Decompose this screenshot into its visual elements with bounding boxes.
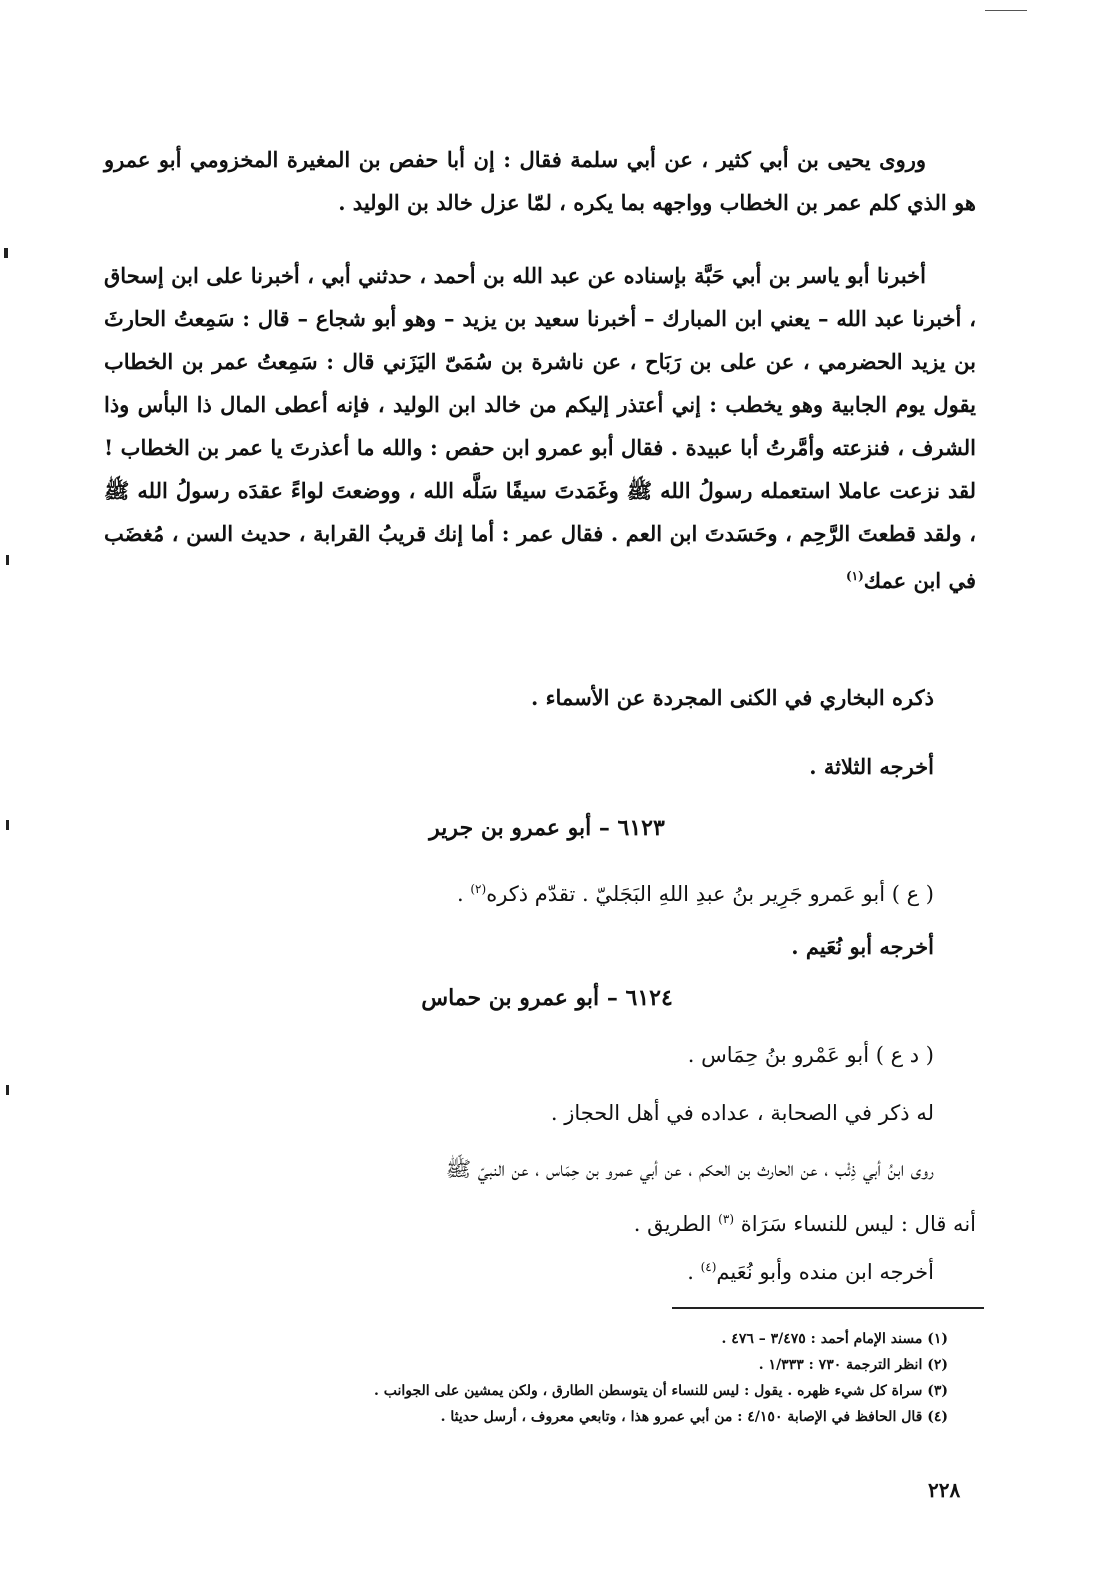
paragraph-abu-salama bbox=[104, 138, 976, 224]
edge-line bbox=[985, 10, 1027, 11]
entry-6124-sahaba: له ذكر في الصحابة ، عداده في أهل الحجاز . bbox=[550, 1101, 934, 1125]
bukhari-line: ذكره البخاري في الكنى المجردة عن الأسماء . bbox=[531, 685, 934, 710]
footnote-ref: (٢) bbox=[470, 882, 487, 896]
footnote-ref: (١) bbox=[845, 569, 864, 583]
entry-6124-qala-end: الطريق . bbox=[633, 1212, 712, 1236]
footnote-ref: (٤) bbox=[700, 1260, 717, 1274]
thalatha-line: أخرجه الثلاثة . bbox=[809, 754, 934, 779]
scan-mark bbox=[6, 1085, 9, 1095]
entry-6124-name: ( د ع ) أبو عَمْرو بنُ حِمَاس . bbox=[687, 1043, 934, 1067]
entry-6124-source bbox=[687, 1252, 934, 1287]
footnote-3: (٣) سراة كل شيء ظهره . يقول : ليس للنساء أن يتوسطن الطارق ، ولكن يمشين على الجوانب . bbox=[373, 1383, 948, 1399]
entry-6124-source-text: أخرجه ابن منده وأبو نُعَيم bbox=[716, 1260, 934, 1284]
paragraph-jabiya-speech bbox=[104, 254, 976, 602]
entry-6124-title: ٦١٢٤ – أبو عمرو بن حماس bbox=[421, 985, 673, 1011]
entry-6124-riwaya: روى ابنُ أبي ذِئْب ، عن الحارث بن الحكم ، عن أبي عمرو بن حِمَاس ، عن النبيّ ﷺ bbox=[445, 1157, 934, 1181]
footnote-divider bbox=[672, 1307, 984, 1309]
footnote-2: (٢) انظر الترجمة ٧٣٠ : ١/٣٣٣ . bbox=[758, 1357, 948, 1373]
footnote-4: (٤) قال الحافظ في الإصابة ٤/١٥٠ : من أبي عمرو هذا ، وتابعي معروف ، أرسل حديثا . bbox=[440, 1409, 948, 1425]
entry-6124-qala bbox=[634, 1204, 976, 1239]
paragraph-body: أخبرنا أبو ياسر بن أبي حَبَّة بإسناده عن عبد الله بن أحمد ، حدثني أبي ، أخبرنا على ابن إسحاق ، أخبرنا عبد الله – يعني ابن المبارك – أخبرنا سعيد بن يزيد – وهو أبو شجاع – قال : سَمِعتُ الحارثَ بن يزيد الحضرمي ، عن على بن رَبَاح ، عن ناشرة بن سُمَىّ اليَزَني قال : سَمِعتُ عمر بن الخطاب يقول يوم الجابية وهو يخطب : إني أعتذر إليكم من خالد ابن الوليد ، فإنه أعطى المال ذا البأس وذا الشرف ، فنزعته وأمَّرتُ أبا عبيدة . فقال أبو عمرو ابن حفص : والله ما أعذرتَ يا عمر بن الخطاب ! لقد نزعت عاملا استعمله رسولُ الله ﷺ وغَمَدتَ سيفًا سَلَّه الله ، ووضعتَ لواءً عقدَه رسولُ الله ﷺ ، ولقد قطعتَ الرَّحِم ، وحَسَدتَ ابن العم . فقال عمر : أما إنك قريبُ القرابة ، حديث السن ، مُغضَب في ابن عمك bbox=[104, 263, 976, 593]
footnotes bbox=[148, 1326, 948, 1430]
footnote-1: (١) مسند الإمام أحمد : ٣/٤٧٥ – ٤٧٦ . bbox=[721, 1331, 948, 1347]
entry-6123-name-text: ( ع ) أبو عَمرو جَرِير بنُ عبدِ اللهِ البَجَليّ . تقدّم ذكره bbox=[486, 882, 934, 906]
entry-6123-name bbox=[457, 874, 934, 909]
period: . bbox=[457, 882, 471, 906]
period: . bbox=[687, 1260, 701, 1284]
paragraph-text bbox=[104, 254, 976, 602]
scan-mark bbox=[6, 555, 9, 565]
footnote-ref: (٣) bbox=[718, 1212, 734, 1226]
paragraph-text: وروى يحيى بن أبي كثير ، عن أبي سلمة فقال : إن أبا حفص بن المغيرة المخزومي أبو عمرو هو الذي كلم عمر بن الخطاب وواجهه بما يكره ، لمّا عزل خالد بن الوليد . bbox=[104, 147, 976, 215]
entry-6123-source: أخرجه أبو نُعَيم . bbox=[791, 934, 934, 959]
page-number: ٢٢٨ bbox=[928, 1478, 961, 1502]
scan-mark bbox=[4, 248, 8, 258]
entry-6123-title: ٦١٢٣ – أبو عمرو بن جرير bbox=[429, 815, 665, 841]
entry-6124-qala-text: أنه قال : ليس للنساء سَرَاة bbox=[740, 1212, 976, 1236]
